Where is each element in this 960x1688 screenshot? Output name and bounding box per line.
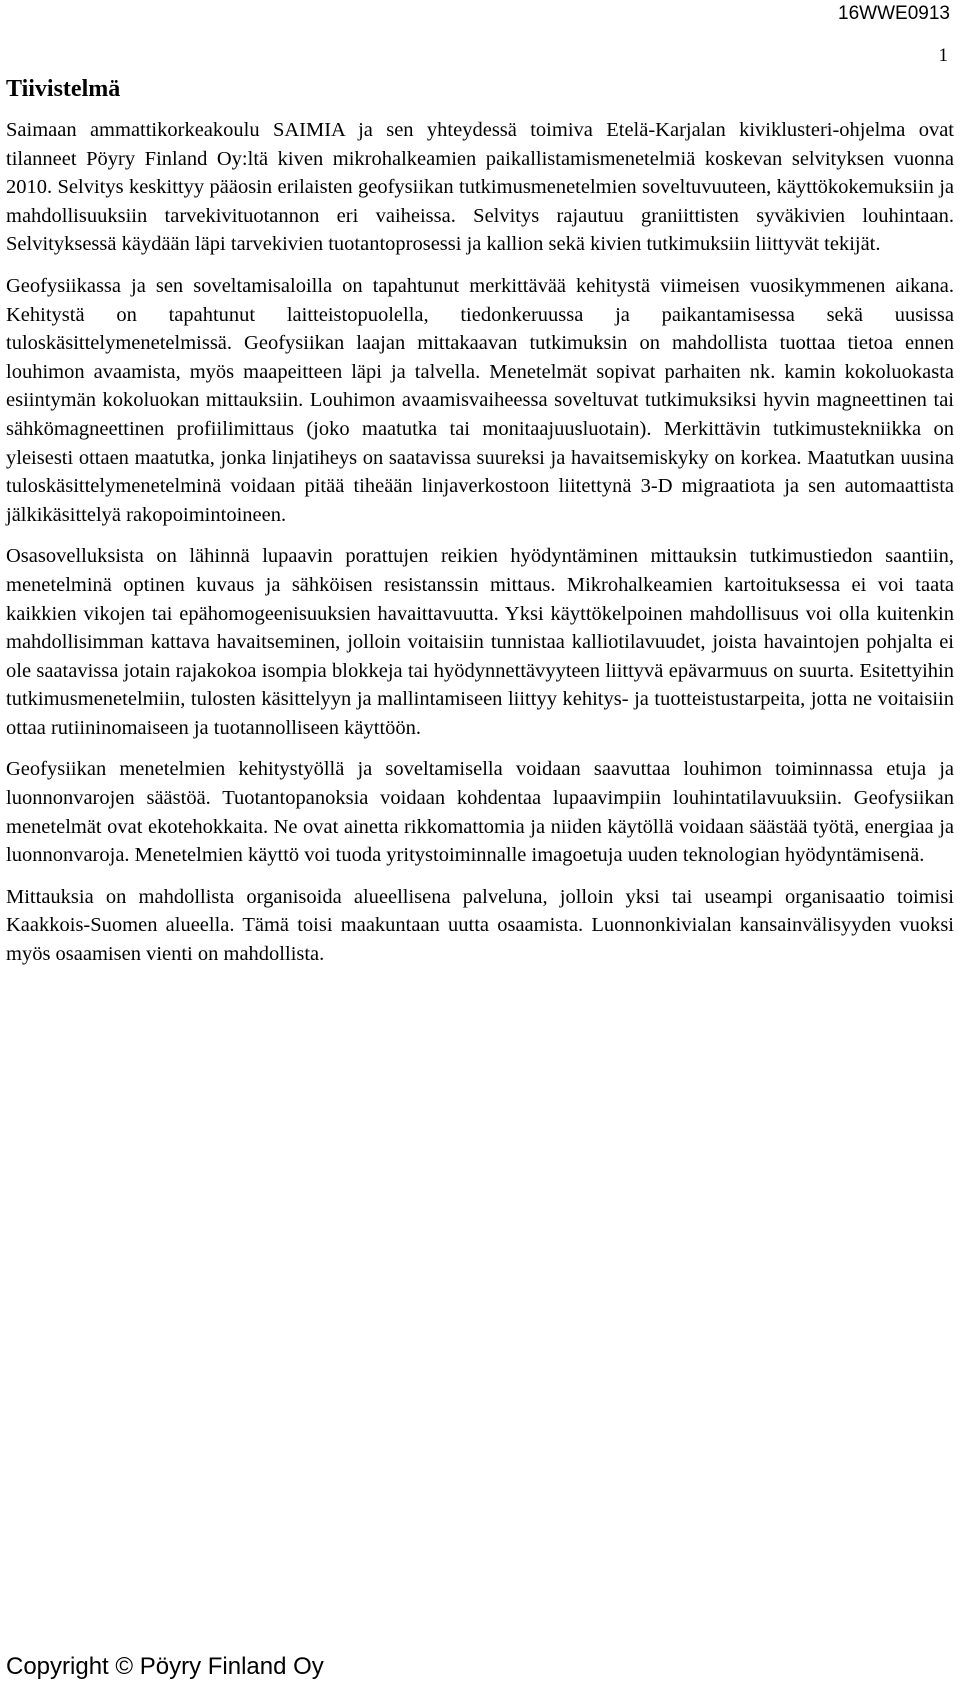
paragraph-4: Geofysiikan menetelmien kehitystyöllä ja soveltamisella voidaan saavuttaa louhimon toiminnassa etuja ja luonnonvarojen säästöä. Tuotantopanoksia voidaan kohdentaa lupaavimpiin louhintatilavuuksiin. Geofysiikan menetelmät ovat ekotehokkaita. Ne ovat ainetta rikkomattomia ja niiden käytöllä voidaan säästää työtä, energiaa ja luonnonvaroja. Menetelmien käyttö voi tuoda yritystoiminnalle imagoetuja uuden teknologian hyödyntämisenä. [6, 758, 954, 867]
paragraph-5: Mittauksia on mahdollista organisoida alueellisena palveluna, jolloin yksi tai useampi organisaatio toimisi Kaakkois-Suomen alueella. Tämä toisi maakuntaan uutta osaamista. Luonnonkivialan kansainvälisyyden vuoksi myös osaamisen vienti on mahdollista. [6, 885, 954, 966]
page-number: 1 [938, 45, 948, 66]
main-content [6, 68, 954, 969]
paragraph-2: Geofysiikassa ja sen soveltamisaloilla on tapahtunut merkittävää kehitystä viimeisen vuosikymmenen aikana. Kehitystä on tapahtunut laitteistopuolella, tiedonkeruussa ja paikantamisessa sekä uusissa tuloskäsittelymenetelmissä. Geofysiikan laajan mittakaavan tutkimuksin on mahdollista tuottaa tietoa ennen louhimon avaamista, myös maapeitteen läpi ja talvella. Menetelmät sopivat parhaiten nk. kamin kokoluokasta esiintymän kokoluokan mittauksiin. Louhimon avaamisvaiheessa soveltuvat tutkimuksiksi hyvin magneettinen tai sähkömagneettinen profiilimittaus (joko maatutka tai monitaajuusluotain). Merkittävin tutkimustekniikka on yleisesti ottaen maatutka, jonka linjatiheys on saatavissa suureksi ja havaitsemiskyky on korkea. Maatutkan uusina tuloskäsittelymenetelminä voidaan pitää tiheään linjaverkostoon liitettynä 3-D migraatiota ja sen automaattista jälkikäsittelyä rakopoimintoineen. [6, 274, 954, 526]
paragraph-3: Osasovelluksista on lähinnä lupaavin porattujen reikien hyödyntäminen mittauksin tutkimustiedon saantiin, menetelminä optinen kuvaus ja sähköisen resistanssin mittaus. Mikrohalkeamien kartoituksessa ei voi taata kaikkien vikojen tai epähomogeenisuuksien havaittavuutta. Yksi käyttökelpoinen mahdollisuus voi olla kuitenkin mahdollisimman kattava havaitseminen, jolloin voitaisiin tunnistaa kalliotilavuudet, joista havaintojen pohjalta ei ole saatavissa jotain rajakokoa isompia blokkeja tai hyödynnettävyyteen liittyvä epävarmuus on suurta. Esitettyihin tutkimusmenetelmiin, tulosten käsittelyyn ja mallintamiseen liittyy kehitys- ja tuotteistustarpeita, jotta ne voitaisiin ottaa rutiininomaiseen ja tuotannolliseen käyttöön. [6, 545, 954, 739]
document-code: 16WWE0913 [838, 3, 950, 24]
page-title: Tiivistelmä [6, 76, 121, 102]
paragraph-1: Saimaan ammattikorkeakoulu SAIMIA ja sen yhteydessä toimiva Etelä-Karjalan kiviklusteri-ohjelma ovat tilanneet Pöyry Finland Oy:ltä kiven mikrohalkeamien paikallistamismenetelmiä koskevan selvityksen vuonna 2010. Selvitys keskittyy pääosin erilaisten geofysiikan tutkimusmenetelmien soveltuvuuteen, käyttökokemuksiin ja mahdollisuuksiin tarvekivituotannon eri vaiheissa. Selvitys rajautuu graniittisten syväkivien louhintaan. Selvityksessä käydään läpi tarvekivien tuotantoprosessi ja kallion sekä kivien tutkimuksiin liittyvät tekijät. [6, 119, 954, 256]
copyright-footer: Copyright © Pöyry Finland Oy [6, 1653, 324, 1680]
